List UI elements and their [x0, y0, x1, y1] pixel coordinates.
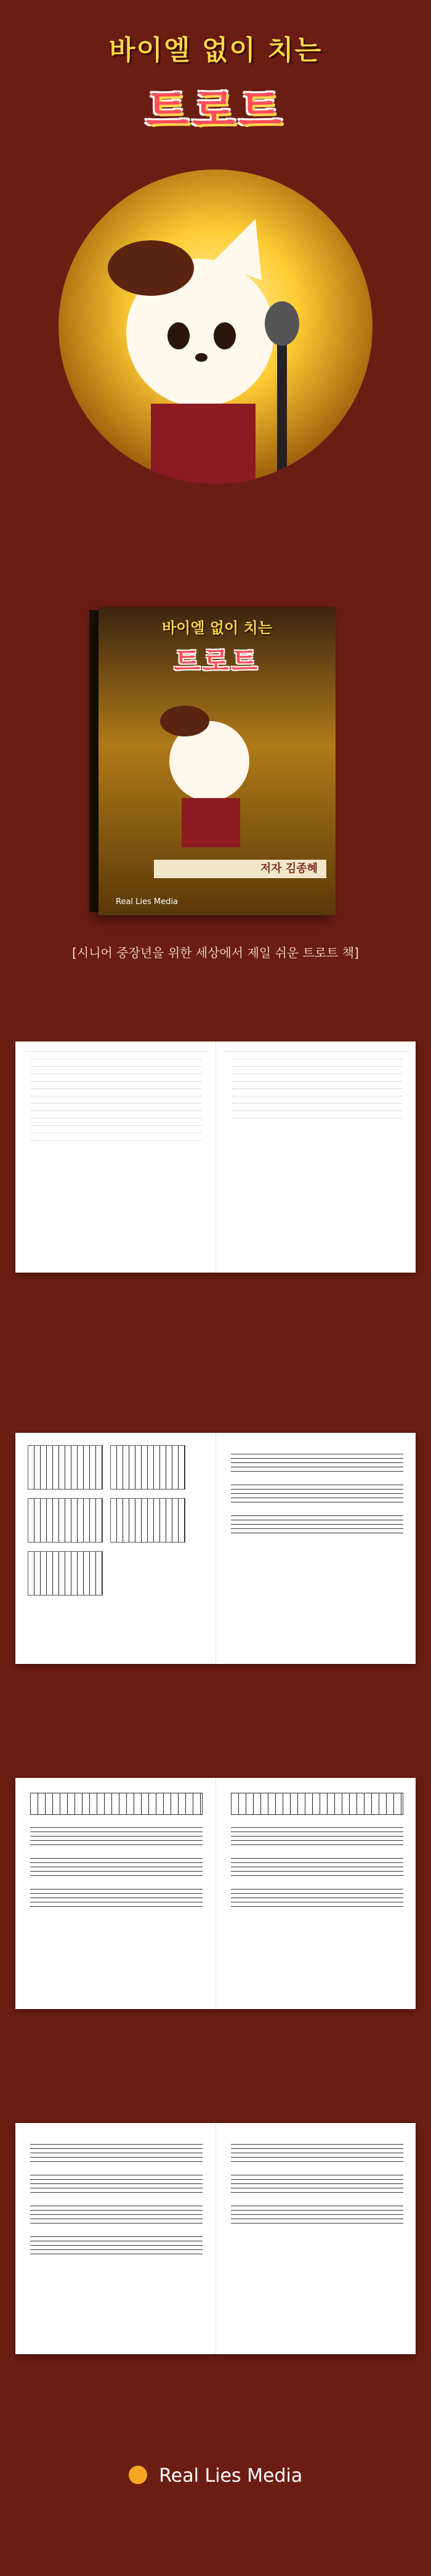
cover-title: 바이엘 없이 치는: [162, 619, 272, 637]
brand-logo-icon: [129, 2466, 147, 2484]
running-head: [225, 1050, 409, 1052]
sample-spread-chords: [15, 1433, 416, 1664]
sample-spread-toc: [15, 1041, 416, 1273]
keyboard-diagram: [30, 1793, 203, 1815]
tagline: [시니어 중장년을 위한 세상에서 제일 쉬운 트로트 책]: [72, 945, 359, 960]
sample-spread-keyboard: [15, 1778, 416, 2009]
title-block: [0, 28, 431, 139]
title-line1: 바이엘 없이 치는: [108, 35, 323, 66]
toc-page-left: [24, 1050, 209, 1263]
keyboard-diagram: [231, 1793, 403, 1815]
rhythm-table-page: [225, 1441, 409, 1654]
toc-page-right: [225, 1050, 409, 1263]
cover-subtitle: 트로트: [174, 646, 260, 677]
footer-brand-name: Real Lies Media: [159, 2465, 303, 2487]
mic-stand-icon: [277, 330, 287, 484]
microphone-icon: [265, 301, 299, 346]
dog-singer-illustration: [58, 169, 373, 484]
dog-nose: [195, 353, 207, 362]
cover-publisher: Real Lies Media: [116, 897, 178, 907]
book-cover: [99, 607, 336, 915]
houndstooth-dress: [151, 404, 256, 484]
chord-page-left: [24, 1441, 209, 1654]
hat-icon: [108, 240, 194, 296]
keyboard-page-right: [225, 1787, 409, 1999]
sample-spread-score: [15, 2123, 416, 2354]
cover-author: 저자 김종혜: [154, 860, 326, 878]
right-eye: [214, 322, 236, 349]
keyboard-page-left: [24, 1787, 209, 1999]
footer-brand: [0, 2465, 431, 2487]
running-head: [24, 1050, 209, 1052]
score-page-right: [225, 2132, 409, 2344]
left-eye: [167, 322, 190, 349]
title-line2: 트로트: [145, 84, 286, 136]
hero-illustration: [58, 169, 373, 484]
score-page-left: [24, 2132, 209, 2344]
